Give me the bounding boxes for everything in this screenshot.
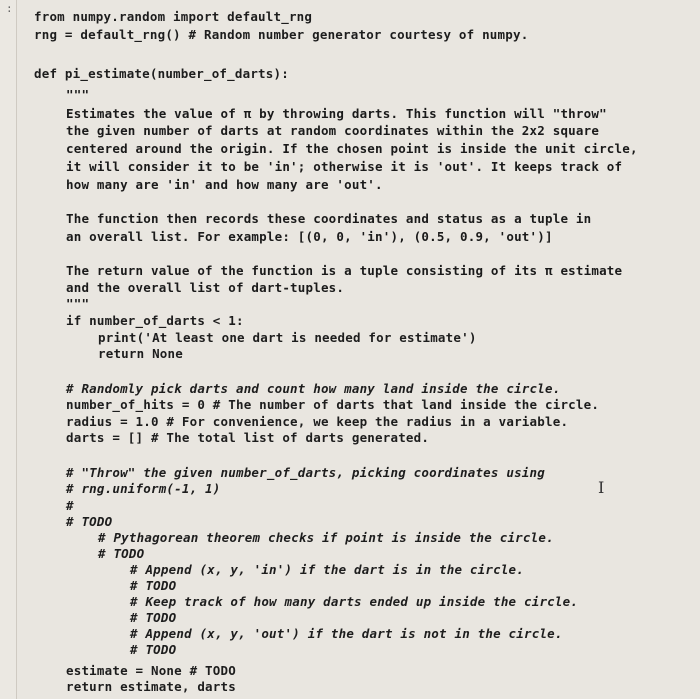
code-line: how many are 'in' and how many are 'out'. [66,177,383,192]
code-line: darts = [] # The total list of darts generated. [66,430,430,445]
code-line: print('At least one dart is needed for estimate') [98,330,477,345]
code-line: it will consider it to be 'in'; otherwise it is 'out'. It keeps track of [66,159,623,174]
code-line: centered around the origin. If the chosen point is inside the unit circle, [66,141,638,156]
code-line: number_of_hits = 0 # The number of darts that land inside the circle. [66,397,600,412]
code-line: from numpy.random import default_rng [34,9,313,24]
code-line: The return value of the function is a tuple consisting of its π estimate [66,263,623,278]
code-line: # TODO [130,610,177,625]
code-line: estimate = None # TODO [66,663,236,678]
code-line: if number_of_darts < 1: [66,313,244,328]
cell-prompt-marker: : [6,2,13,15]
code-line: # Append (x, y, 'out') if the dart is not in the circle. [130,626,563,641]
code-line: and the overall list of dart-tuples. [66,280,345,295]
code-line: rng = default_rng() # Random number generator courtesy of numpy. [34,27,529,42]
code-line: # TODO [130,642,177,657]
code-line: The function then records these coordinates and status as a tuple in [66,211,592,226]
code-line: """ [66,296,90,311]
code-line: # Append (x, y, 'in') if the dart is in the circle. [130,562,525,577]
code-line: the given number of darts at random coordinates within the 2x2 square [66,123,600,138]
code-line: # TODO [66,514,113,529]
code-line: # "Throw" the given number_of_darts, picking coordinates using [66,465,545,480]
code-line: # Randomly pick darts and count how many land inside the circle. [66,381,561,396]
code-line: return None [98,346,183,361]
code-line: # Pythagorean theorem checks if point is inside the circle. [98,530,554,545]
code-line: # rng.uniform(-1, 1) [66,481,221,496]
code-line: Estimates the value of π by throwing darts. This function will "throw" [66,106,607,121]
code-line: # TODO [98,546,145,561]
code-line: def pi_estimate(number_of_darts): [34,66,289,81]
code-line: # Keep track of how many darts ended up inside the circle. [130,594,579,609]
code-line: # [66,498,74,513]
code-line: # TODO [130,578,177,593]
code-line: radius = 1.0 # For convenience, we keep the radius in a variable. [66,414,569,429]
text-cursor-icon: I [598,478,605,497]
code-line: """ [66,87,90,102]
code-line: an overall list. For example: [(0, 0, 'in'), (0.5, 0.9, 'out')] [66,229,553,244]
code-line: return estimate, darts [66,679,236,694]
cell-gutter [0,0,17,699]
